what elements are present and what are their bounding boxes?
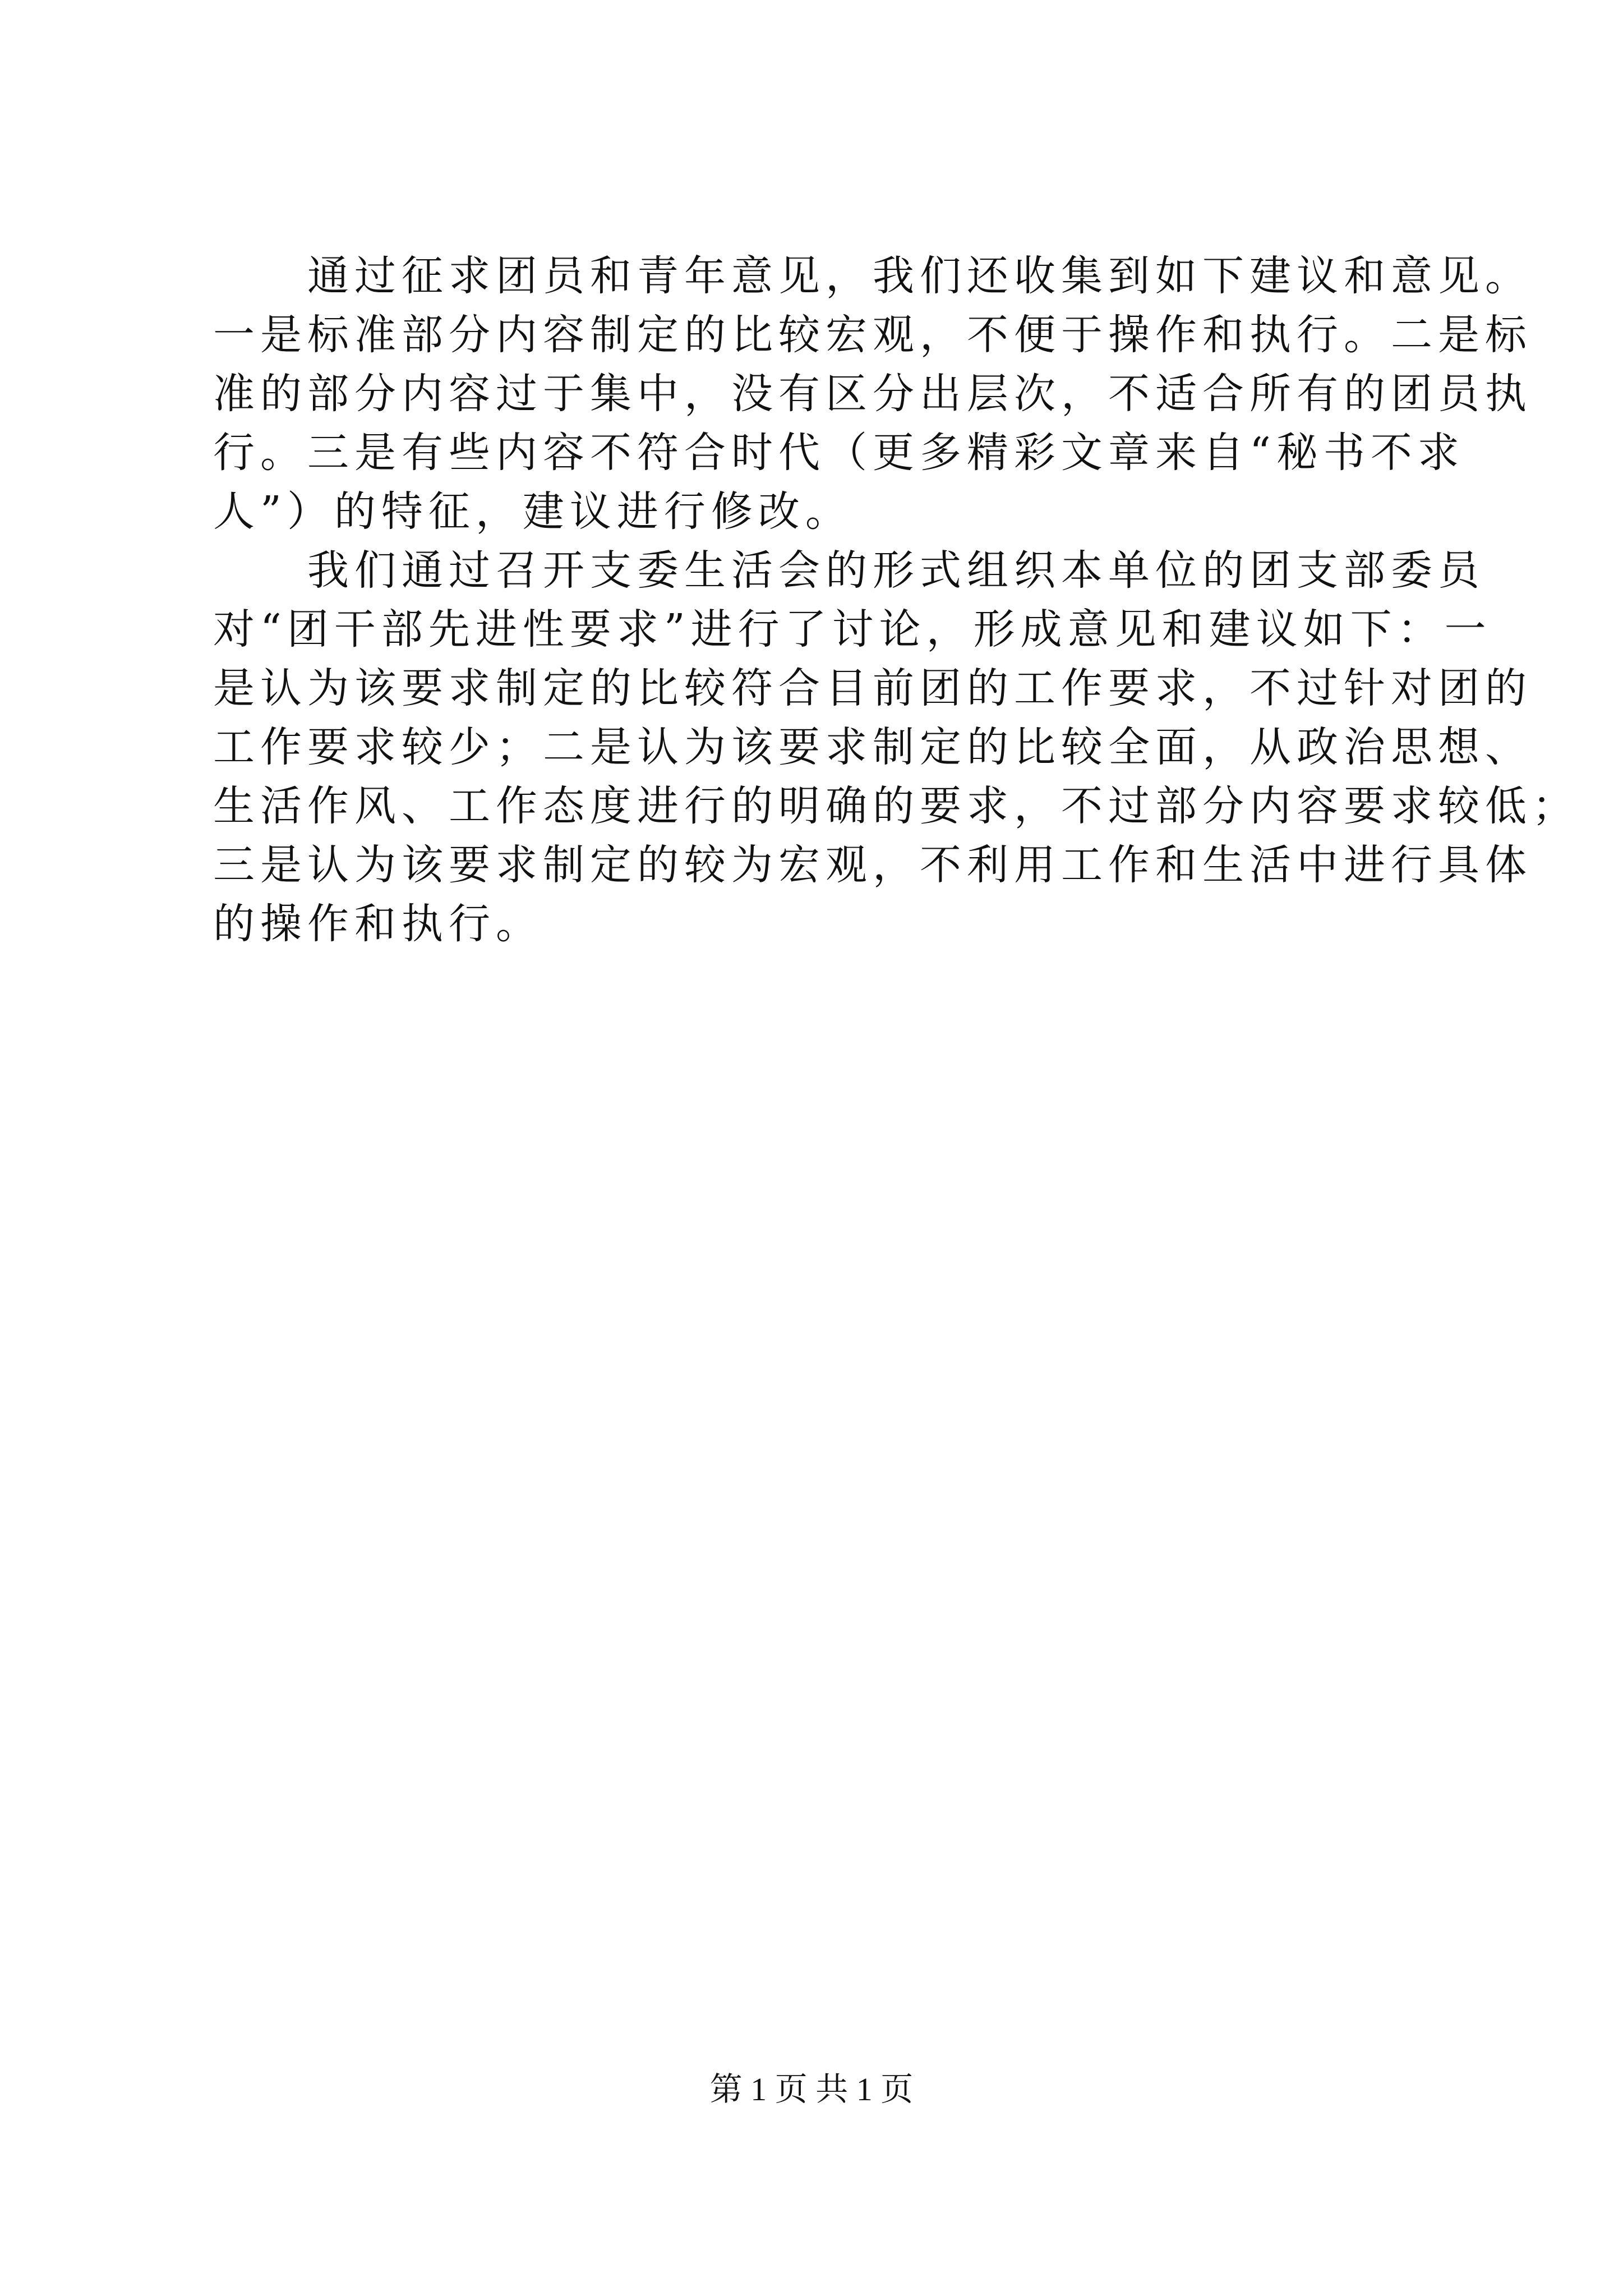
paragraph-2-line-4: 工作要求较少；二是认为该要求制定的比较全面，从政治思想、 — [213, 723, 1532, 771]
paragraph-2-line-3: 是认为该要求制定的比较符合目前团的工作要求，不过针对团的 — [213, 664, 1532, 712]
paragraph-2-line-1: 我们通过召开支委生活会的形式组织本单位的团支部委员 — [307, 546, 1485, 595]
paragraph-1-line-5: 人”）的特征，建议进行修改。 — [213, 487, 852, 536]
paragraph-2-line-5: 生活作风、工作态度进行的明确的要求，不过部分内容要求较低； — [213, 782, 1579, 830]
paragraph-2-line-2: 对“团干部先进性要求”进行了讨论，形成意见和建议如下：一 — [213, 605, 1492, 654]
paragraph-1-line-4: 行。三是有些内容不符合时代（更多精彩文章来自“秘书不求 — [213, 429, 1465, 477]
paragraph-2-line-7: 的操作和执行。 — [213, 900, 543, 948]
page-number-footer: 第 1 页 共 1 页 — [709, 2071, 914, 2108]
paragraph-2-line-6: 三是认为该要求制定的较为宏观，不利用工作和生活中进行具体 — [213, 841, 1532, 889]
paragraph-1-line-3: 准的部分内容过于集中，没有区分出层次，不适合所有的团员执 — [213, 370, 1532, 418]
paragraph-1-line-1: 通过征求团员和青年意见，我们还收集到如下建议和意见。 — [307, 252, 1532, 300]
document-body — [213, 247, 1579, 954]
paragraph-1-line-2: 一是标准部分内容制定的比较宏观，不便于操作和执行。二是标 — [213, 311, 1532, 359]
